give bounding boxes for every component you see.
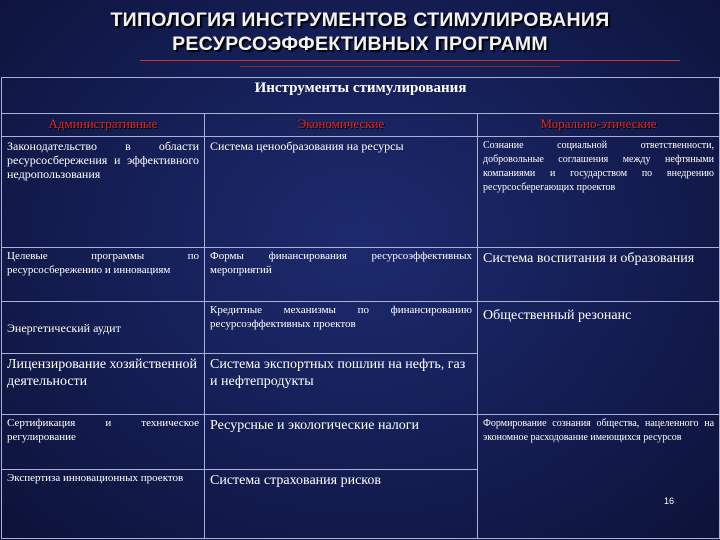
table-row — [2, 137, 720, 248]
cell-econ-2: Формы финансирования ресурсоэффективных мероприятий — [205, 248, 478, 302]
cell-admin-2: Целевые программы по ресурсосбережению и инновациям — [2, 248, 205, 302]
cell-econ-1: Система ценообразования на ресурсы — [205, 137, 478, 248]
title-underline — [140, 60, 680, 61]
instruments-table — [1, 77, 720, 539]
cell-moral-4: Формирование сознания общества, нацеленного на экономное расходование имеющихся ресурсов — [478, 415, 720, 539]
cell-admin-4: Лицензирование хозяйственной деятельности — [2, 354, 205, 415]
page-number: 16 — [664, 496, 675, 506]
column-header-administrative: Административные — [2, 114, 205, 137]
cell-admin-6: Экспертиза инновационных проектов — [2, 470, 205, 539]
slide-title-line-2: РЕСУРСОЭФФЕКТИВНЫХ ПРОГРАММ — [172, 33, 548, 55]
column-header-economic: Экономические — [205, 114, 478, 137]
slide-title — [0, 8, 720, 56]
cell-econ-3: Кредитные механизмы по финансированию ресурсоэффективных проектов — [205, 302, 478, 354]
cell-econ-6: Система страхования рисков — [205, 470, 478, 539]
title-underline-secondary — [240, 66, 560, 67]
table-row — [2, 302, 720, 354]
cell-admin-1: Законодательство в области ресурсосбережения и эффективного недропользования — [2, 137, 205, 248]
cell-moral-2: Система воспитания и образования — [478, 248, 720, 302]
table-row — [2, 415, 720, 470]
column-header-moral: Морально-этические — [478, 114, 720, 137]
table-header: Инструменты стимулирования — [2, 78, 720, 114]
cell-admin-3: Энергетический аудит — [2, 302, 205, 354]
cell-admin-5: Сертификация и техническое регулирование — [2, 415, 205, 470]
slide-title-line-1: ТИПОЛОГИЯ ИНСТРУМЕНТОВ СТИМУЛИРОВАНИЯ — [110, 9, 610, 31]
cell-moral-3: Общественный резонанс — [478, 302, 720, 415]
table-header-row — [2, 78, 720, 114]
table-row — [2, 248, 720, 302]
cell-econ-5: Ресурсные и экологические налоги — [205, 415, 478, 470]
column-header-row — [2, 114, 720, 137]
cell-moral-1: Сознание социальной ответственности, добровольные соглашения между нефтяными компаниями и государством по внедрению ресурсосберегающих проектов — [478, 137, 720, 248]
cell-econ-4: Система экспортных пошлин на нефть, газ и нефтепродукты — [205, 354, 478, 415]
